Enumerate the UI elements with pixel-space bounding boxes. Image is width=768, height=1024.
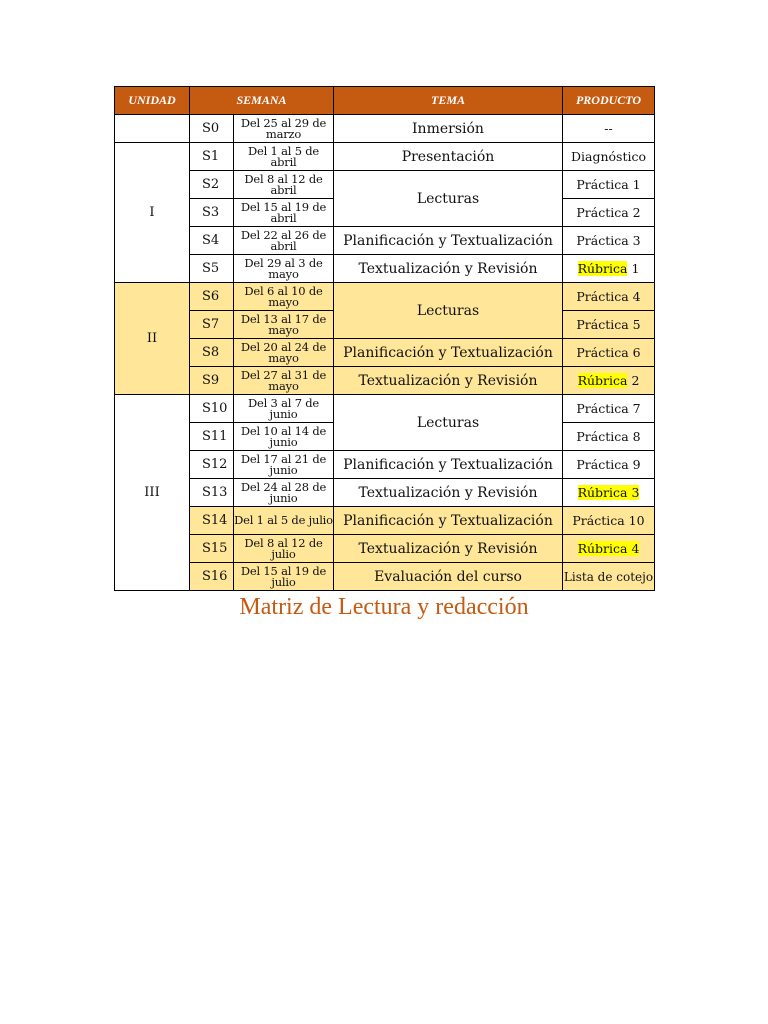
table-row bbox=[115, 563, 655, 591]
table-row bbox=[115, 535, 655, 563]
table-row bbox=[115, 255, 655, 283]
unit-cell: I bbox=[115, 143, 190, 283]
topic-cell: Inmersión bbox=[334, 115, 563, 143]
product-cell bbox=[563, 479, 655, 507]
week-cell: S7 bbox=[190, 311, 234, 339]
week-cell: S2 bbox=[190, 171, 234, 199]
highlighted-text: Rúbrica 3 bbox=[577, 485, 640, 500]
date-cell: Del 22 al 26 de abril bbox=[234, 227, 334, 255]
topic-cell: Evaluación del curso bbox=[334, 563, 563, 591]
schedule-table bbox=[114, 86, 655, 591]
week-cell: S6 bbox=[190, 283, 234, 311]
product-cell bbox=[563, 367, 655, 395]
week-cell: S9 bbox=[190, 367, 234, 395]
topic-cell: Lecturas bbox=[334, 395, 563, 451]
week-cell: S14 bbox=[190, 507, 234, 535]
table-row bbox=[115, 115, 655, 143]
highlighted-text: Rúbrica bbox=[577, 373, 628, 388]
date-cell: Del 8 al 12 de julio bbox=[234, 535, 334, 563]
topic-cell: Lecturas bbox=[334, 171, 563, 227]
week-cell: S3 bbox=[190, 199, 234, 227]
table-caption: Matriz de Lectura y redacción bbox=[239, 594, 529, 620]
product-cell: Práctica 3 bbox=[563, 227, 655, 255]
product-suffix: 2 bbox=[627, 373, 640, 388]
product-suffix: 1 bbox=[627, 261, 640, 276]
table-row bbox=[115, 171, 655, 199]
week-cell: S5 bbox=[190, 255, 234, 283]
header-producto: PRODUCTO bbox=[563, 87, 655, 115]
date-cell: Del 8 al 12 de abril bbox=[234, 171, 334, 199]
product-cell: Práctica 4 bbox=[563, 283, 655, 311]
table-row bbox=[115, 395, 655, 423]
date-cell: Del 1 al 5 de julio bbox=[234, 507, 334, 535]
table-row bbox=[115, 227, 655, 255]
date-cell: Del 15 al 19 de abril bbox=[234, 199, 334, 227]
table-row bbox=[115, 507, 655, 535]
topic-cell: Planificación y Textualización bbox=[334, 339, 563, 367]
highlighted-text: Rúbrica bbox=[577, 261, 628, 276]
table-row bbox=[115, 143, 655, 171]
date-cell: Del 27 al 31 de mayo bbox=[234, 367, 334, 395]
table-row bbox=[115, 283, 655, 311]
topic-cell: Textualización y Revisión bbox=[334, 255, 563, 283]
highlighted-text: Rúbrica 4 bbox=[577, 541, 640, 556]
topic-cell: Planificación y Textualización bbox=[334, 451, 563, 479]
date-cell: Del 25 al 29 de marzo bbox=[234, 115, 334, 143]
date-cell: Del 20 al 24 de mayo bbox=[234, 339, 334, 367]
unit-cell: III bbox=[115, 395, 190, 591]
date-cell: Del 17 al 21 de junio bbox=[234, 451, 334, 479]
product-cell: Práctica 10 bbox=[563, 507, 655, 535]
date-cell: Del 10 al 14 de junio bbox=[234, 423, 334, 451]
product-cell: Diagnóstico bbox=[563, 143, 655, 171]
product-cell: Lista de cotejo bbox=[563, 563, 655, 591]
product-cell: Práctica 7 bbox=[563, 395, 655, 423]
topic-cell: Planificación y Textualización bbox=[334, 227, 563, 255]
week-cell: S8 bbox=[190, 339, 234, 367]
product-cell: Práctica 9 bbox=[563, 451, 655, 479]
date-cell: Del 13 al 17 de mayo bbox=[234, 311, 334, 339]
week-cell: S15 bbox=[190, 535, 234, 563]
product-cell: Práctica 8 bbox=[563, 423, 655, 451]
topic-cell: Textualización y Revisión bbox=[334, 479, 563, 507]
header-row bbox=[115, 87, 655, 115]
topic-cell: Textualización y Revisión bbox=[334, 367, 563, 395]
date-cell: Del 6 al 10 de mayo bbox=[234, 283, 334, 311]
date-cell: Del 3 al 7 de junio bbox=[234, 395, 334, 423]
table-row bbox=[115, 451, 655, 479]
product-cell bbox=[563, 535, 655, 563]
table-row bbox=[115, 339, 655, 367]
product-cell: Práctica 2 bbox=[563, 199, 655, 227]
product-cell bbox=[563, 255, 655, 283]
product-cell: Práctica 6 bbox=[563, 339, 655, 367]
week-cell: S12 bbox=[190, 451, 234, 479]
date-cell: Del 15 al 19 de julio bbox=[234, 563, 334, 591]
header-tema: TEMA bbox=[334, 87, 563, 115]
unit-cell: II bbox=[115, 283, 190, 395]
table-row bbox=[115, 367, 655, 395]
topic-cell: Planificación y Textualización bbox=[334, 507, 563, 535]
date-cell: Del 24 al 28 de junio bbox=[234, 479, 334, 507]
topic-cell: Lecturas bbox=[334, 283, 563, 339]
unit-cell bbox=[115, 115, 190, 143]
week-cell: S4 bbox=[190, 227, 234, 255]
topic-cell: Presentación bbox=[334, 143, 563, 171]
week-cell: S0 bbox=[190, 115, 234, 143]
week-cell: S10 bbox=[190, 395, 234, 423]
date-cell: Del 1 al 5 de abril bbox=[234, 143, 334, 171]
topic-cell: Textualización y Revisión bbox=[334, 535, 563, 563]
week-cell: S11 bbox=[190, 423, 234, 451]
week-cell: S1 bbox=[190, 143, 234, 171]
product-cell: -- bbox=[563, 115, 655, 143]
date-cell: Del 29 al 3 de mayo bbox=[234, 255, 334, 283]
header-unidad: UNIDAD bbox=[115, 87, 190, 115]
product-cell: Práctica 1 bbox=[563, 171, 655, 199]
week-cell: S16 bbox=[190, 563, 234, 591]
product-cell: Práctica 5 bbox=[563, 311, 655, 339]
header-semana: SEMANA bbox=[190, 87, 334, 115]
table-row bbox=[115, 479, 655, 507]
week-cell: S13 bbox=[190, 479, 234, 507]
